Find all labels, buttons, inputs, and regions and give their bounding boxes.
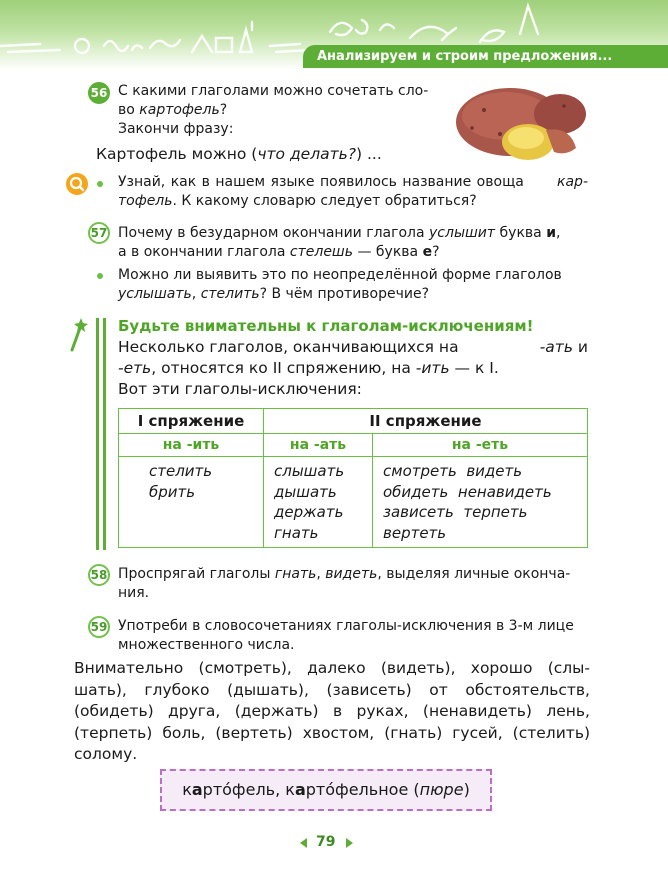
rule-title: Будьте внимательны к глаголам-исключениям! — [118, 317, 534, 335]
exercise-number-59: 59 — [88, 616, 110, 638]
page-number: 79 — [316, 834, 336, 850]
exercise-number-56: 56 — [88, 82, 110, 104]
exercise-58-text: Проспрягай глаголы гнать, видеть, выделяя личные оконча- ния. — [118, 566, 571, 601]
table-subheader-et: на -еть — [373, 434, 588, 457]
table-header-conjugation-1: I спряжение — [119, 409, 264, 434]
exercise-59-word-list: Внимательно (смотреть), далеко (видеть), хорошо (слы- шать), глубоко (дышать), (зависеть) от обстоятельств, (обидеть) друга, (держать) в руках, (ненавидеть) лень, (терпеть) боль, (вертеть) хвостом, (гнать) гусей, (стелить) солому. — [74, 659, 590, 763]
magic-wand-icon — [68, 316, 90, 352]
next-page-arrow-icon — [346, 838, 353, 848]
table-cell-col1 — [119, 457, 264, 548]
verb: вертеть — [383, 523, 447, 542]
table-header-conjugation-2: II спряжение — [264, 409, 588, 434]
exercise-59-text: Употреби в словосочетаниях глаголы-исключения в 3-м лице множественного числа. — [118, 618, 574, 653]
table-cell-col2 — [264, 457, 373, 548]
verb: обидеть ненавидеть — [383, 482, 552, 501]
verb: брить — [149, 482, 196, 501]
exercise-number-57: 57 — [88, 222, 110, 244]
exercise-57-bullet-text: Можно ли выявить это по неопределённой форме глаголов услышать, стелить? В чём противоречие? — [118, 267, 562, 302]
rule-bar-right — [103, 318, 106, 550]
section-title: Анализируем и строим предложения... — [317, 49, 613, 64]
table-subheader-at: на -ать — [264, 434, 373, 457]
search-icon — [66, 173, 88, 195]
verb: слышать — [274, 462, 345, 480]
verb: зависеть терпеть — [383, 503, 528, 521]
verb: стелить — [149, 462, 213, 480]
vocabulary-box: картофель, картофельное (пюре) — [160, 769, 492, 811]
bullet-icon — [97, 181, 103, 187]
verb: держать — [274, 503, 344, 521]
section-title-tab — [303, 45, 668, 68]
bullet-icon — [97, 273, 103, 279]
table-subheader-it: на -ить — [119, 434, 264, 457]
verb: гнать — [274, 523, 319, 542]
verb: смотреть видеть — [383, 462, 523, 480]
potato-illustration — [448, 76, 598, 168]
exercise-56-text: С какими глаголами можно сочетать сло- во картофель? Закончи фразу: — [118, 83, 429, 137]
conjugation-table — [118, 408, 588, 548]
search-task-text: Узнай, как в нашем языке появилось название овоща кар- тофель. К какому словарю следует обратиться? — [118, 174, 588, 209]
prev-page-arrow-icon — [300, 838, 307, 848]
table-cell-col3 — [373, 457, 588, 548]
rule-bar-left — [96, 318, 99, 550]
verb: дышать — [274, 482, 337, 501]
exercise-57-text: Почему в безударном окончании глагола услышит буква и, а в окончании глагола стелешь — буква е? — [118, 225, 561, 260]
exercise-number-58: 58 — [88, 564, 110, 586]
rule-text: Несколько глаголов, оканчивающихся на -ать и -еть, относятся ко II спряжению, на -ить — к I. Вот эти глаголы-исключения: — [118, 338, 588, 398]
exercise-56-phrase: Картофель можно (что делать?) ... — [96, 145, 382, 163]
